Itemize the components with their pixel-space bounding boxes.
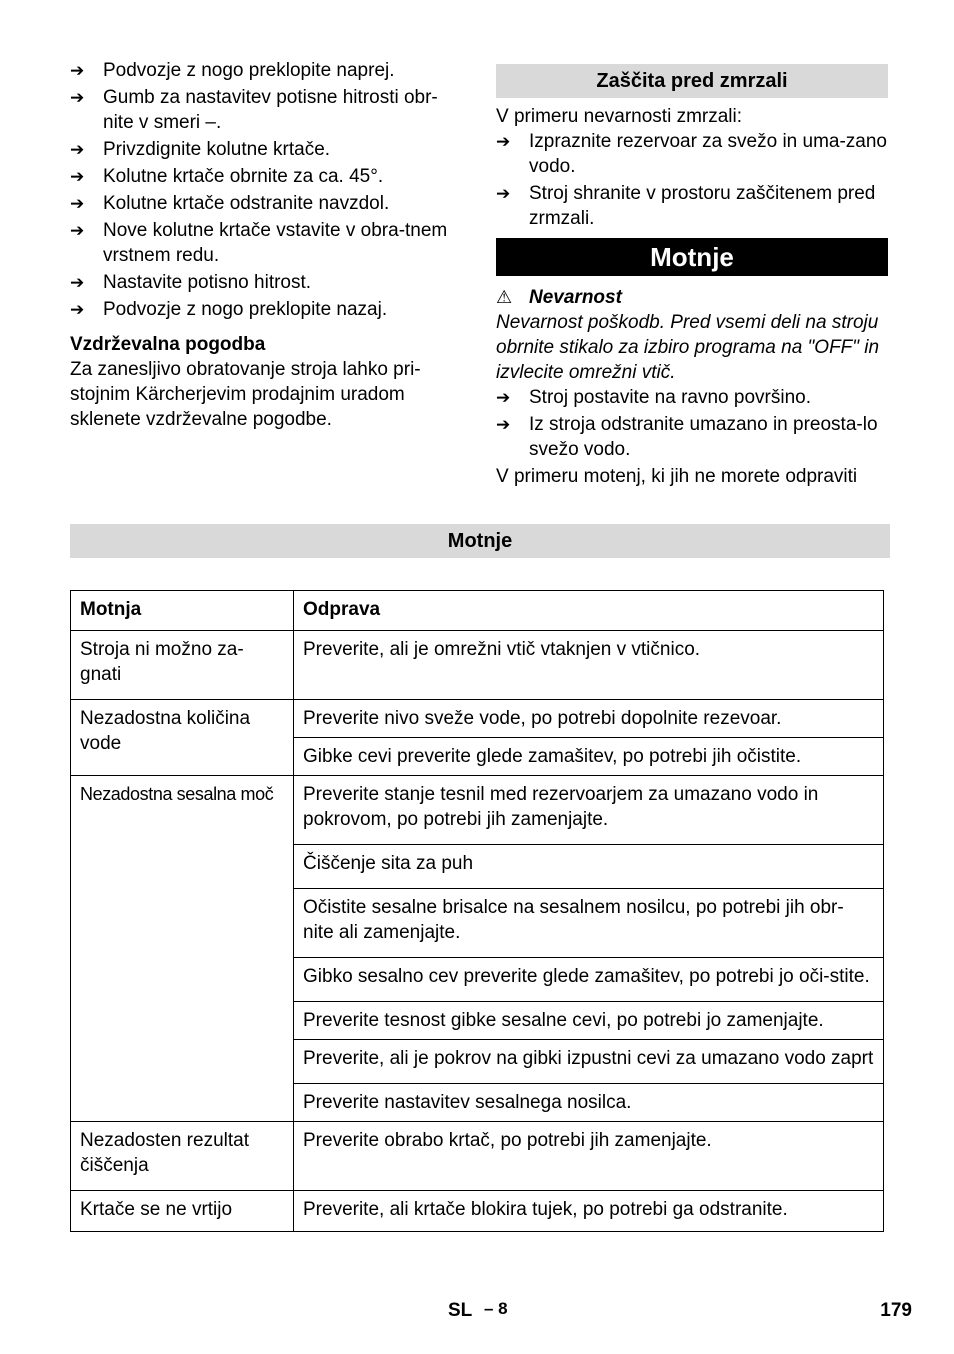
arrow-right-icon: ➔ <box>496 388 511 407</box>
remedy-cell: Preverite obrabo krtač, po potrebi jih zamenjajte. <box>294 1122 884 1191</box>
warning-triangle-icon: ⚠ <box>496 287 513 307</box>
arrow-right-icon: ➔ <box>70 61 85 80</box>
remedy-cell: Gibke cevi preverite glede zamašitev, po potrebi jih očistite. <box>294 738 884 776</box>
maintenance-heading: Vzdrževalna pogodba <box>70 334 266 355</box>
fault-cell: Nezadostna sesalna moč <box>71 776 294 1122</box>
table-header-row <box>71 591 884 631</box>
list-item: ➔ Nove kolutne krtače vstavite v obra-tnem vrstnem redu. <box>70 220 448 266</box>
warning-text: Nevarnost poškodb. Pred vsemi deli na stroju obrnite stikalo za izbiro programa na "OFF" in izvlecite omrežni vtič. <box>496 312 880 383</box>
arrow-right-icon: ➔ <box>70 300 85 319</box>
fault-cell: Krtače se ne vrtijo <box>71 1191 294 1232</box>
remedy-cell: Čiščenje sita za puh <box>294 845 884 889</box>
footer-page-number: 179 <box>880 1300 912 1321</box>
fault-cell: Nezadosten rezultat čiščenja <box>71 1122 294 1191</box>
footer-language: SL <box>448 1300 473 1321</box>
arrow-right-icon: ➔ <box>70 140 85 159</box>
remedy-cell: Preverite nivo sveže vode, po potrebi dopolnite rezevoar. <box>294 700 884 738</box>
closing-text: V primeru motenj, ki jih ne morete odpraviti <box>496 466 858 487</box>
fault-cell: Nezadostna količina vode <box>71 700 294 776</box>
remedy-cell: Preverite, ali krtače blokira tujek, po potrebi ga odstranite. <box>294 1191 884 1232</box>
frost-intro: V primeru nevarnosti zmrzali: <box>496 106 743 127</box>
list-item: ➔ Podvozje z nogo preklopite nazaj. <box>70 299 388 320</box>
arrow-right-icon: ➔ <box>70 194 85 213</box>
remedy-cell: Očistite sesalne brisalce na sesalnem nosilcu, po potrebi jih obr-nite ali zamenjajte. <box>294 889 884 958</box>
arrow-right-icon: ➔ <box>496 415 511 434</box>
warning-label: Nevarnost <box>529 287 622 308</box>
frost-heading: Zaščita pred zmrzali <box>496 64 888 98</box>
list-item: ➔ Stroj shranite v prostoru zaščitenem pred zrmzali. <box>496 183 876 229</box>
list-item: ➔ Kolutne krtače odstranite navzdol. <box>70 193 390 214</box>
arrow-right-icon: ➔ <box>496 184 511 203</box>
list-item: ➔ Stroj postavite na ravno površino. <box>496 387 811 408</box>
list-item: ➔ Iz stroja odstranite umazano in preosta-lo svežo vodo. <box>496 414 878 460</box>
maintenance-text: Za zanesljivo obratovanje stroja lahko pri-stojnim Kärcherjevim prodajnim uradom sklenete vzdrževalne pogodbe. <box>70 359 421 430</box>
step-list <box>70 58 462 322</box>
remedy-cell: Preverite nastavitev sesalnega nosilca. <box>294 1084 884 1122</box>
list-item: ➔ Izpraznite rezervoar za svežo in uma-zano vodo. <box>496 131 887 177</box>
arrow-right-icon: ➔ <box>70 88 85 107</box>
table-title: Motnje <box>70 524 890 558</box>
remedy-cell: Preverite, ali je omrežni vtič vtaknjen v vtičnico. <box>294 631 884 700</box>
arrow-right-icon: ➔ <box>496 132 511 151</box>
table-row <box>71 776 884 845</box>
arrow-right-icon: ➔ <box>70 273 85 292</box>
remedy-cell: Preverite tesnost gibke sesalne cevi, po potrebi jo zamenjajte. <box>294 1002 884 1040</box>
table-row <box>71 1122 884 1191</box>
table-row <box>71 700 884 738</box>
list-item: ➔ Gumb za nastavitev potisne hitrosti obr-nite v smeri –. <box>70 87 438 133</box>
list-item: ➔ Kolutne krtače obrnite za ca. 45°. <box>70 166 384 187</box>
footer-local-page: – 8 <box>484 1299 508 1318</box>
section-title: Motnje <box>496 238 888 276</box>
remedy-cell: Gibko sesalno cev preverite glede zamašitev, po potrebi jo oči-stite. <box>294 958 884 1002</box>
list-item: ➔ Privzdignite kolutne krtače. <box>70 139 331 160</box>
column-header-remedy: Odprava <box>294 591 884 631</box>
fault-table <box>70 590 884 1232</box>
arrow-right-icon: ➔ <box>70 221 85 240</box>
table-row <box>71 631 884 700</box>
fault-cell: Stroja ni možno za-gnati <box>71 631 294 700</box>
list-item: ➔ Podvozje z nogo preklopite naprej. <box>70 60 395 81</box>
column-header-fault: Motnja <box>71 591 294 631</box>
warning-header <box>496 285 888 310</box>
list-item: ➔ Nastavite potisno hitrost. <box>70 272 312 293</box>
remedy-cell: Preverite stanje tesnil med rezervoarjem za umazano vodo in pokrovom, po potrebi jih zamenjajte. <box>294 776 884 845</box>
right-column <box>496 64 888 489</box>
table-row <box>71 1191 884 1232</box>
left-column <box>70 58 462 432</box>
remedy-cell: Preverite, ali je pokrov na gibki izpustni cevi za umazano vodo zaprt <box>294 1040 884 1084</box>
arrow-right-icon: ➔ <box>70 167 85 186</box>
